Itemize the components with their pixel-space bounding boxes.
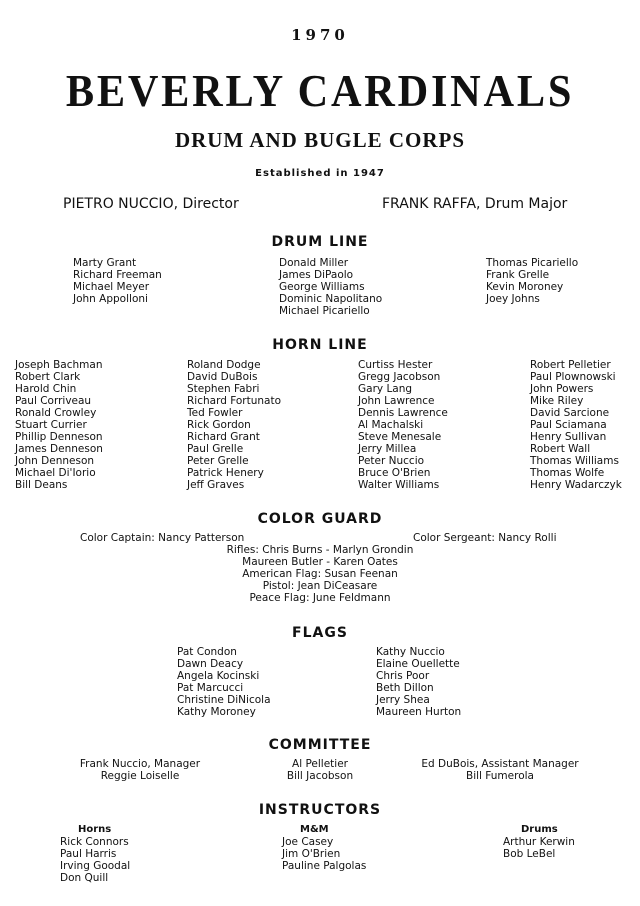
list-item: Joey Johns xyxy=(486,293,540,305)
list-item: Ronald Crowley xyxy=(15,407,97,419)
year: 1970 xyxy=(291,26,349,44)
list-item: John Powers xyxy=(530,383,594,395)
committee-col2 xyxy=(260,758,380,782)
list-item: Gary Lang xyxy=(358,383,413,395)
list-item: Peter Grelle xyxy=(187,455,249,467)
flags-heading: FLAGS xyxy=(292,625,348,641)
list-item: Stephen Fabri xyxy=(187,383,260,395)
list-item: Ted Fowler xyxy=(187,407,243,419)
list-item: Jerry Shea xyxy=(376,694,430,706)
list-item: Michael Picariello xyxy=(279,305,370,317)
list-item: Al Machalski xyxy=(358,419,424,431)
list-item: Robert Wall xyxy=(530,443,591,455)
instructors-heading: INSTRUCTORS xyxy=(258,802,382,818)
list-item: Richard Grant xyxy=(187,431,260,443)
list-item: Gregg Jacobson xyxy=(358,371,441,383)
committee-heading: COMMITTEE xyxy=(268,737,372,753)
color-guard-lines xyxy=(0,544,640,604)
list-item: Kathy Moroney xyxy=(177,706,256,718)
list-item: Henry Sullivan xyxy=(530,431,607,443)
list-item: Al Pelletier xyxy=(292,758,348,770)
list-item: Roland Dodge xyxy=(187,359,261,371)
list-item: Paul Harris xyxy=(60,848,117,860)
list-item: Arthur Kerwin xyxy=(503,836,575,848)
list-item: Paul Plownowski xyxy=(530,371,616,383)
corps-title: BEVERLY CARDINALS xyxy=(65,65,575,116)
list-item: Frank Nuccio, Manager xyxy=(79,758,201,770)
list-item: Jerry Millea xyxy=(358,443,417,455)
list-item: Pat Condon xyxy=(177,646,237,658)
drum-line-heading: DRUM LINE xyxy=(271,234,369,250)
committee-col3 xyxy=(400,758,600,782)
list-item: Michael Meyer xyxy=(73,281,150,293)
list-item: Paul Corriveau xyxy=(15,395,92,407)
list-item: Chris Poor xyxy=(376,670,430,682)
horn-line-col4 xyxy=(530,359,622,491)
list-item: Reggie Loiselle xyxy=(100,770,180,782)
flags-col1 xyxy=(177,646,271,718)
list-item: Pat Marcucci xyxy=(177,682,244,694)
list-item: James Denneson xyxy=(15,443,103,455)
drum-line-col3 xyxy=(486,257,578,305)
committee-col1 xyxy=(40,758,240,782)
list-item: Robert Pelletier xyxy=(530,359,611,371)
list-item: Joseph Bachman xyxy=(15,359,103,371)
list-item: Richard Fortunato xyxy=(187,395,282,407)
list-item: Kevin Moroney xyxy=(486,281,564,293)
list-item: Jeff Graves xyxy=(187,479,245,491)
list-item: Frank Grelle xyxy=(486,269,550,281)
horn-line-col1 xyxy=(15,359,103,491)
horn-line-col2 xyxy=(187,359,281,491)
list-item: American Flag: Susan Feenan xyxy=(242,568,398,580)
list-item: Donald Miller xyxy=(279,257,349,269)
list-item: Kathy Nuccio xyxy=(376,646,445,658)
color-captain: Color Captain: Nancy Patterson xyxy=(80,532,245,544)
list-item: Paul Grelle xyxy=(187,443,244,455)
list-item: Walter Williams xyxy=(358,479,440,491)
drums-instructors xyxy=(503,836,575,860)
list-item: Maureen Butler - Karen Oates xyxy=(242,556,398,568)
list-item: Marty Grant xyxy=(73,257,137,269)
horn-line-col3 xyxy=(358,359,448,491)
flags-col2 xyxy=(376,646,461,718)
list-item: Mike Riley xyxy=(530,395,584,407)
list-item: John Appolloni xyxy=(73,293,148,305)
list-item: Beth Dillon xyxy=(376,682,434,694)
drums-label: Drums xyxy=(521,824,558,835)
list-item: Dominic Napolitano xyxy=(279,293,383,305)
color-guard-heading: COLOR GUARD xyxy=(257,511,383,527)
list-item: Jim O'Brien xyxy=(282,848,341,860)
list-item: Rick Connors xyxy=(60,836,129,848)
list-item: Peter Nuccio xyxy=(358,455,425,467)
horns-instructors xyxy=(60,836,130,884)
list-item: Steve Menesale xyxy=(358,431,442,443)
list-item: Thomas Williams xyxy=(530,455,619,467)
list-item: Bill Fumerola xyxy=(466,770,534,782)
list-item: John Denneson xyxy=(15,455,95,467)
list-item: Dawn Deacy xyxy=(177,658,244,670)
director: PIETRO NUCCIO, Director xyxy=(63,196,239,212)
list-item: Maureen Hurton xyxy=(376,706,462,718)
list-item: Ed DuBois, Assistant Manager xyxy=(421,758,579,770)
list-item: Richard Freeman xyxy=(73,269,162,281)
horn-line-heading: HORN LINE xyxy=(272,337,368,353)
list-item: Michael Di'Iorio xyxy=(15,467,96,479)
list-item: Bill Deans xyxy=(15,479,68,491)
list-item: Thomas Wolfe xyxy=(530,467,605,479)
list-item: Angela Kocinski xyxy=(177,670,260,682)
list-item: Peace Flag: June Feldmann xyxy=(249,592,391,604)
list-item: Thomas Picariello xyxy=(486,257,579,269)
drum-major: FRANK RAFFA, Drum Major xyxy=(382,196,568,212)
list-item: Phillip Denneson xyxy=(15,431,103,443)
list-item: Elaine Ouellette xyxy=(376,658,460,670)
drum-line-col1 xyxy=(73,257,162,305)
list-item: David DuBois xyxy=(187,371,258,383)
mm-instructors xyxy=(282,836,366,872)
list-item: Rifles: Chris Burns - Marlyn Grondin xyxy=(226,544,414,556)
mm-label: M&M xyxy=(300,824,329,835)
list-item: Bob LeBel xyxy=(503,848,556,860)
list-item: Patrick Henery xyxy=(187,467,264,479)
list-item: Don Quill xyxy=(60,872,109,884)
list-item: Pistol: Jean DiCeasare xyxy=(262,580,378,592)
list-item: Curtiss Hester xyxy=(358,359,433,371)
list-item: Irving Goodal xyxy=(60,860,131,872)
list-item: John Lawrence xyxy=(358,395,435,407)
drum-line-col2 xyxy=(279,257,382,317)
list-item: Christine DiNicola xyxy=(177,694,271,706)
list-item: Bruce O'Brien xyxy=(358,467,431,479)
list-item: Dennis Lawrence xyxy=(358,407,448,419)
list-item: Stuart Currier xyxy=(15,419,87,431)
list-item: Harold Chin xyxy=(15,383,77,395)
list-item: Paul Sciamana xyxy=(530,419,607,431)
list-item: James DiPaolo xyxy=(279,269,354,281)
horns-label: Horns xyxy=(78,824,112,835)
list-item: Rick Gordon xyxy=(187,419,251,431)
list-item: David Sarcione xyxy=(530,407,610,419)
list-item: George Williams xyxy=(279,281,365,293)
list-item: Henry Wadarczyk xyxy=(530,479,622,491)
corps-subtitle: DRUM AND BUGLE CORPS xyxy=(174,128,466,152)
list-item: Robert Clark xyxy=(15,371,81,383)
list-item: Pauline Palgolas xyxy=(282,860,367,872)
list-item: Bill Jacobson xyxy=(286,770,354,782)
established-line: Established in 1947 xyxy=(255,168,385,179)
color-sergeant: Color Sergeant: Nancy Rolli xyxy=(413,532,557,544)
list-item: Joe Casey xyxy=(282,836,334,848)
